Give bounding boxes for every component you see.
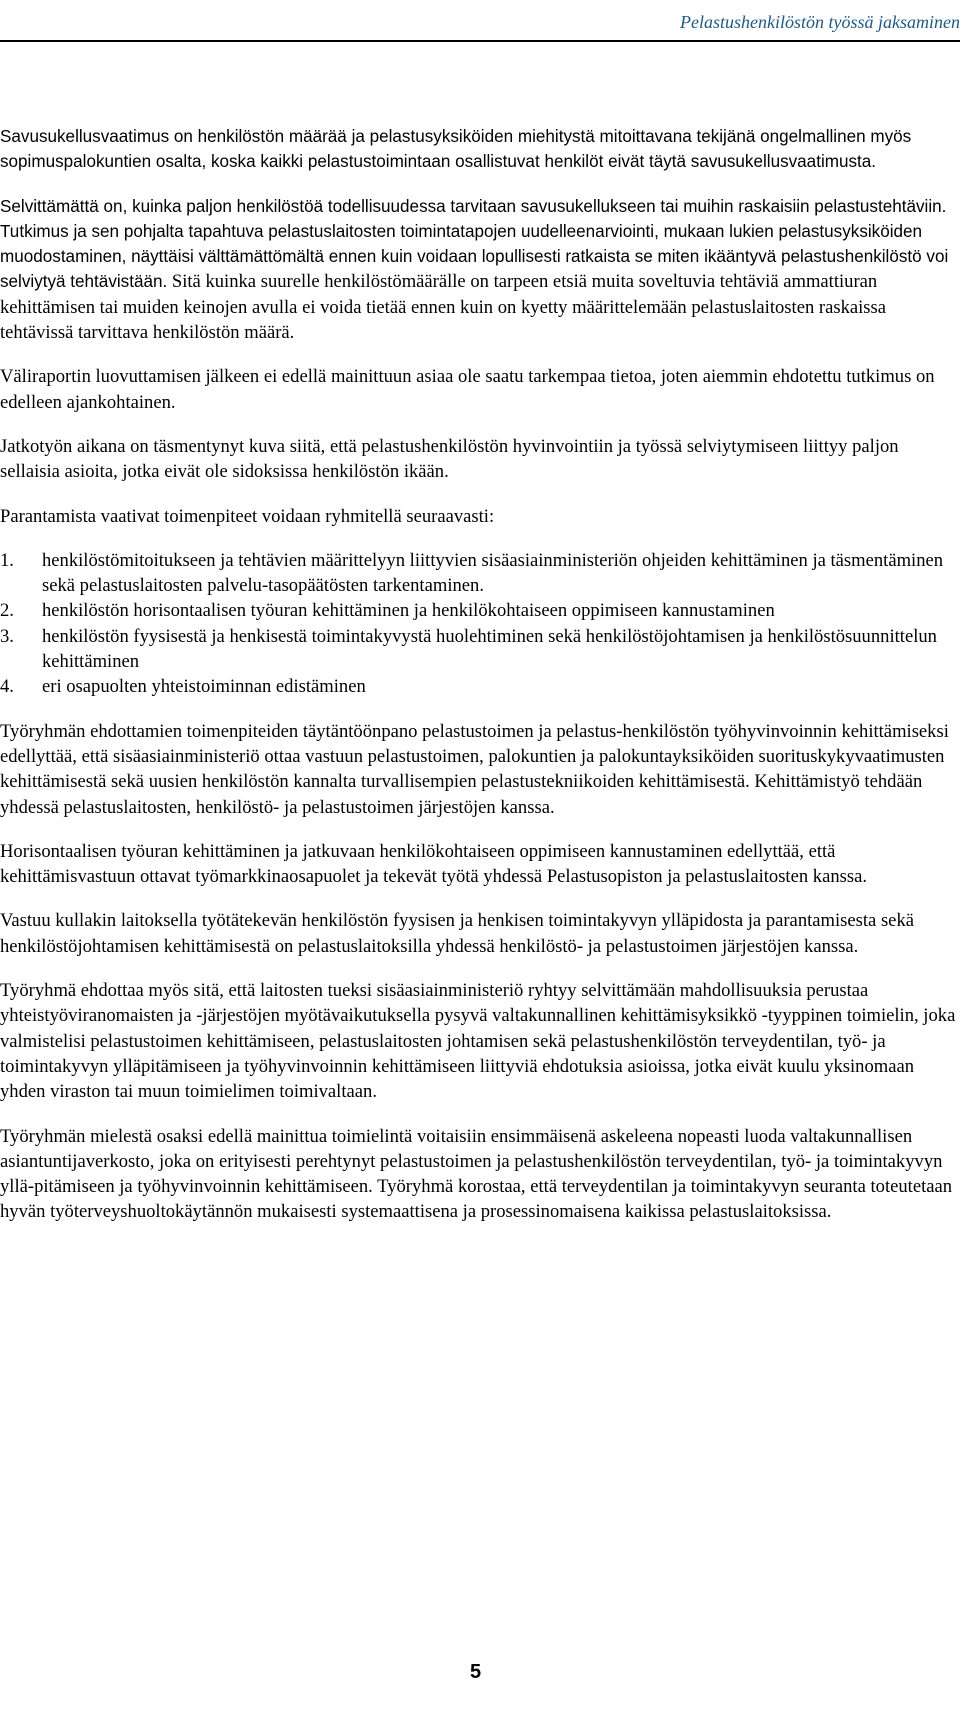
list-item-text: eri osapuolten yhteistoiminnan edistäminen: [42, 676, 366, 698]
paragraph-2: [0, 194, 958, 346]
paragraph-8: Vastuu kullakin laitoksella työtätekevän henkilöstön fyysisen ja henkisen toimintakyvyn ylläpidosta ja parantamisesta sekä henkilöstöjohtamisen kehittämisestä on pelastuslaitoksilla yhdessä henkilöstö- ja pelastustoimen järjestöjen kanssa.: [0, 910, 914, 957]
paragraph-6: Työryhmän ehdottamien toimenpiteiden täytäntöönpano pelastustoimen ja pelastus-henkilöstön työhyvinvoinnin kehittämiseksi edellyttää, että sisäasiainministeriö ottaa vastuun pelastustoimen, palokuntien ja palokuntayksiköiden suorituskykyvaatimusten kehittämisestä sekä uusien henkilöstön kannalta turvallisempien pelastustekniikoiden kehittämisestä. Kehittämistyö tehdään yhdessä pelastuslaitosten, henkilöstö- ja pelastustoimen järjestöjen kanssa.: [0, 720, 949, 818]
paragraph-2-sans-text: Selvittämättä on, kuinka paljon henkilöstöä todellisuudessa tarvitaan savusukellukseen tai muihin raskaisiin pelastustehtäviin. Tutkimus ja sen pohjalta tapahtuva pelastuslaitosten toimintatapojen uudelleenarviointi, mukaan lukien pelastusyksiköiden muodostaminen, näyttäisi välttämättömältä ennen kuin voidaan lopullisesti ratkaista se miten ikääntyvä pelastushenkilöstö voi selviytyä tehtävistään.: [0, 196, 949, 292]
running-header: Pelastushenkilöstön työssä jaksaminen: [680, 12, 960, 32]
paragraph-1: Savusukellusvaatimus on henkilöstön määrää ja pelastusyksiköiden miehitystä mitoittavana tekijänä ongelmallinen myös sopimuspalokuntien osalta, koska kaikki pelastustoimintaan osallistuvat henkilöt eivät täytä savusukellusvaatimusta.: [0, 127, 912, 172]
list-item-number: 3.: [0, 625, 14, 647]
list-item-number: 4.: [0, 676, 14, 698]
paragraph-4: Jatkotyön aikana on täsmentynyt kuva siitä, että pelastushenkilöstön hyvinvointiin ja työssä selviytymiseen liittyy paljon sellaisia asioita, jotka eivät ole sidoksissa henkilöstön ikään.: [0, 435, 899, 483]
list-item: [0, 624, 958, 675]
list-item-text: henkilöstön fyysisestä ja henkisestä toimintakyvystä huolehtiminen sekä henkilöstöjohtamisen ja henkilöstösuunnittelun kehittäminen: [42, 625, 937, 673]
list-item-number: 2.: [0, 600, 14, 622]
list-item-text: henkilöstömitoitukseen ja tehtävien määrittelyyn liittyvien sisäasiainministeriön ohjeiden kehittäminen ja täsmentäminen sekä pelastuslaitosten palvelu-tasopäätösten tarkentaminen.: [42, 549, 944, 597]
list-item: [0, 598, 958, 623]
list-item-text: henkilöstön horisontaalisen työuran kehittäminen ja henkilökohtaiseen oppimiseen kannustaminen: [42, 600, 775, 622]
paragraph-3: Väliraportin luovuttamisen jälkeen ei edellä mainittuun asiaa ole saatu tarkempaa tietoa, joten aiemmin ehdotettu tutkimus on edelleen ajankohtainen.: [0, 366, 935, 413]
paragraph-2-serif-text: Sitä kuinka suurelle henkilöstömäärälle on tarpeen etsiä muita soveltuvia tehtäviä ammattiuran kehittämisen tai muiden keinojen avulla ei voida tietää ennen kuin on kyetty määrittelemään pelastuslaitosten raskaissa tehtävissä tarvittava henkilöstön määrä.: [0, 271, 887, 344]
list-item: [0, 548, 958, 599]
document-body: [0, 124, 958, 1244]
paragraph-7: Horisontaalisen työuran kehittäminen ja jatkuvaan henkilökohtaiseen oppimiseen kannustaminen edellyttää, että kehittämisvastuun ottavat työmarkkinaosapuolet ja tekevät työtä yhdessä Pelastusopiston ja pelastuslaitosten kanssa.: [0, 840, 868, 888]
header-rule: [0, 40, 960, 42]
paragraph-5: Parantamista vaativat toimenpiteet voidaan ryhmitellä seuraavasti:: [0, 505, 495, 527]
list-item-number: 1.: [0, 549, 14, 571]
measures-list: [0, 548, 958, 700]
page-number: 5: [470, 1661, 482, 1683]
paragraph-10: Työryhmän mielestä osaksi edellä mainittua toimielintä voitaisiin ensimmäisenä askeleena nopeasti luoda valtakunnallisen asiantuntijaverkosto, joka on erityisesti perehtynyt pelastustoimen ja pelastushenkilöstön terveydentilan, työ- ja toimintakyvyn yllä-pitämiseen ja työhyvinvoinnin kehittämiseen. Työryhmä korostaa, että terveydentilan ja toimintakyvyn seuranta toteutetaan hyvän työterveyshuoltokäytännön mukaisesti systemaattisena ja prosessinomaisena kaikissa pelastuslaitoksissa.: [0, 1125, 953, 1223]
list-item: [0, 674, 958, 699]
paragraph-9: Työryhmä ehdottaa myös sitä, että laitosten tueksi sisäasiainministeriö ryhtyy selvittämään mahdollisuuksia perustaa yhteistyöviranomaisten ja -järjestöjen myötävaikutuksella pysyvä valtakunnallinen kehittämisyksikkö -tyyppinen toimielin, joka valmistelisi pelastustoimen kehittämiseen, pelastuslaitosten johtamisen sekä pelastushenkilöstön terveydentilan, työ- ja toimintakyvyn ylläpitämiseen ja työhyvinvoinnin kehittämiseen liittyviä ehdotuksia asioissa, jotka eivät kuulu yksinomaan yhden viraston tai muun toimielimen toimivaltaan.: [0, 980, 956, 1103]
